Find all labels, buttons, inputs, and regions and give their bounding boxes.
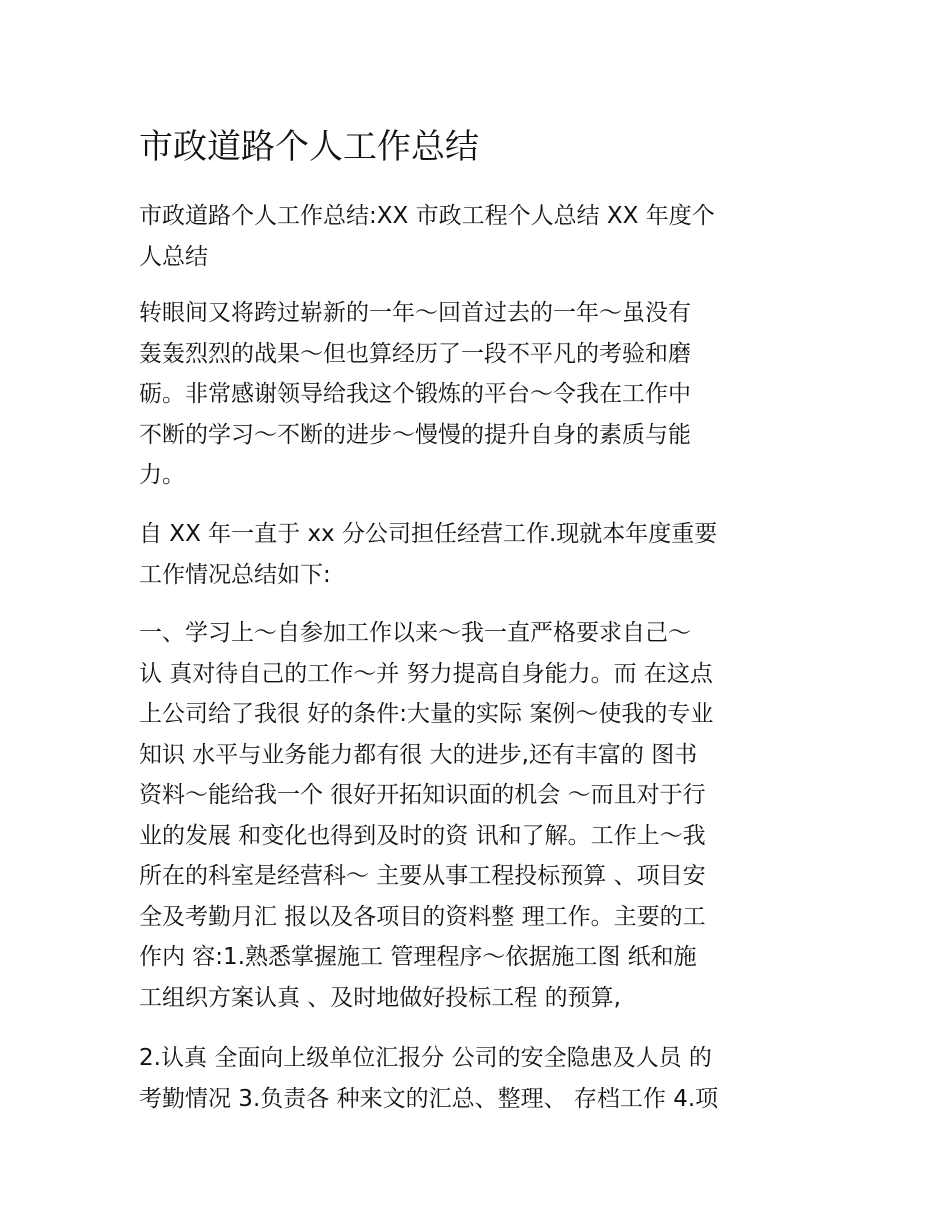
text-line: 市政道路个人工作总结:XX 市政工程个人总结 XX 年度个 (139, 203, 715, 229)
text-line: 全及考勤月汇 报以及各项目的资料整 理工作。主要的工 (139, 903, 706, 930)
text-line: 砺。非常感谢领导给我这个锻炼的平台～令我在工作中 (139, 381, 691, 407)
overview-paragraph (139, 514, 819, 595)
text-line: 不断的学习～不断的进步～慢慢的提升自身的素质与能 (139, 421, 691, 448)
text-line: 人总结 (139, 243, 208, 270)
text-line: 资料～能给我一个 很好开拓知识面的机会 ～而且对于行 (139, 782, 706, 808)
text-line: 作内 容:1.熟悉掌握施工 管理程序～依据施工图 纸和施 (139, 944, 697, 970)
text-line: 业的发展 和变化也得到及时的资 讯和了解。工作上～我 (139, 822, 706, 849)
subtitle-paragraph (139, 196, 819, 277)
text-line: 转眼间又将跨过崭新的一年～回首过去的一年～虽没有 (139, 300, 691, 326)
text-line: 力。 (139, 462, 185, 488)
text-line: 认 真对待自己的工作～并 努力提高自身能力。而 在这点 (139, 660, 713, 687)
text-line: 2.认真 全面向上级单位汇报分 公司的安全隐患及人员 的 (139, 1045, 712, 1071)
text-line: 上公司给了我很 好的条件:大量的实际 案例～使我的专业 (139, 701, 714, 727)
text-line: 工作情况总结如下: (139, 561, 331, 588)
page-title: 市政道路个人工作总结 (139, 127, 479, 167)
text-line: 工组织方案认真 、及时地做好投标工程 的预算, (139, 984, 621, 1011)
text-line: 自 XX 年一直于 xx 分公司担任经营工作.现就本年度重要 (139, 521, 718, 547)
text-line: 一、学习上～自参加工作以来～我一直严格要求自己～ (139, 620, 691, 646)
text-line: 知识 水平与业务能力都有很 大的进步,还有丰富的 图书 (139, 741, 698, 768)
text-line: 轰轰烈烈的战果～但也算经历了一段不平凡的考验和磨 (139, 340, 691, 367)
study-work-paragraph (139, 613, 819, 1018)
intro-paragraph (139, 293, 819, 496)
text-line: 所在的科室是经营科～ 主要从事工程投标预算 、项目安 (139, 863, 706, 889)
duties-paragraph (139, 1038, 819, 1119)
text-line: 考勤情况 3.负责各 种来文的汇总、整理、 存档工作 4.项 (139, 1085, 719, 1112)
